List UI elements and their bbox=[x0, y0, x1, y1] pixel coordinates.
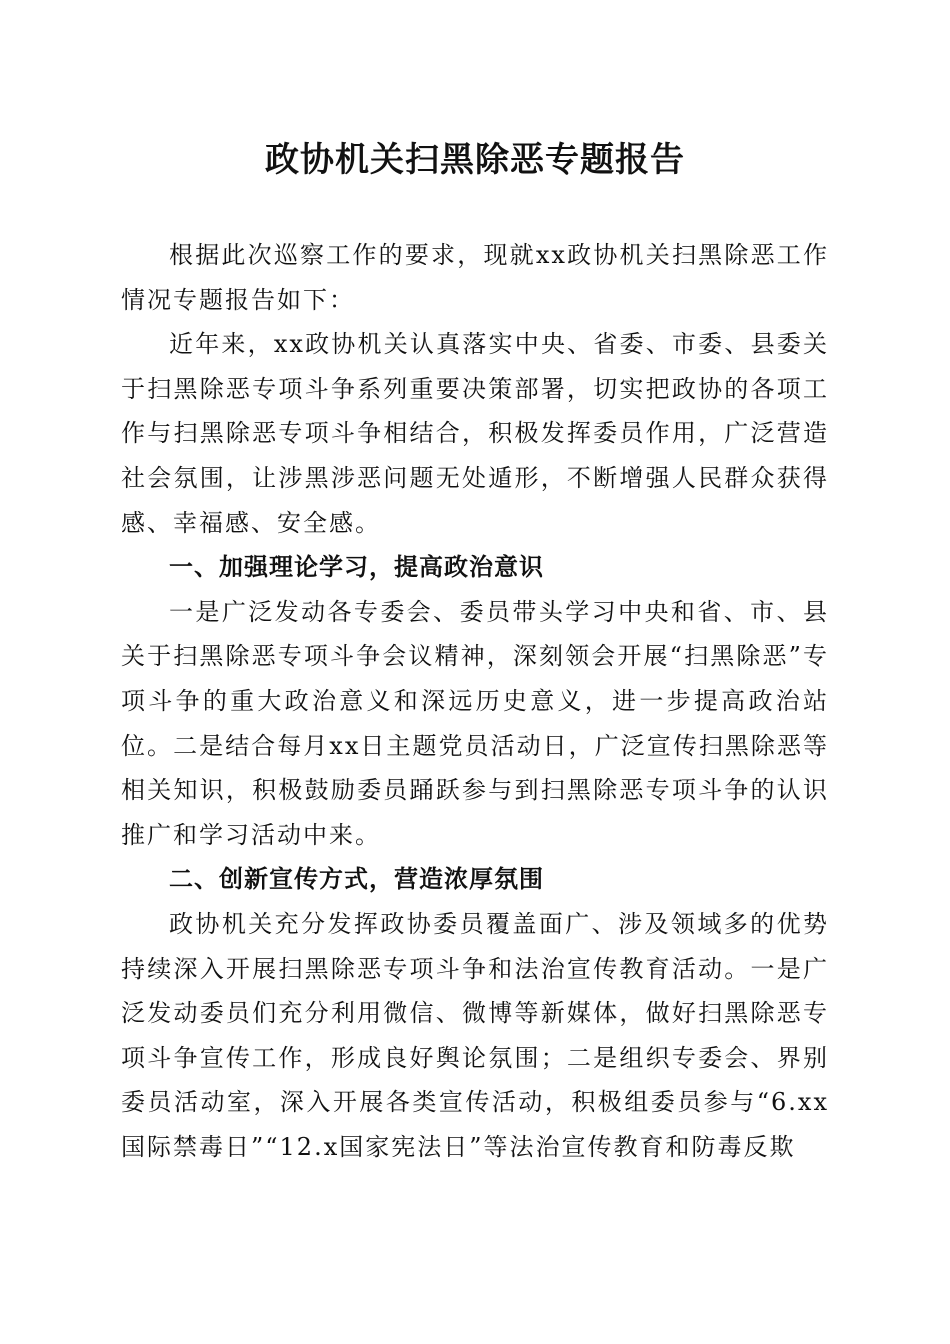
paragraph-section-1: 一是广泛发动各专委会、委员带头学习中央和省、市、县关于扫黑除恶专项斗争会议精神，深刻领会开展“扫黑除恶”专项斗争的重大政治意义和深远历史意义，进一步提高政治站位。二是结合每月xx日主题党员活动日，广泛宣传扫黑除恶等相关知识，积极鼓励委员踊跃参与到扫黑除恶专项斗争的认识推广和学习活动中来。 bbox=[121, 597, 829, 849]
paragraph-intro: 根据此次巡察工作的要求，现就xx政协机关扫黑除恶工作情况专题报告如下： bbox=[121, 241, 829, 314]
paragraph-section-2: 政协机关充分发挥政协委员覆盖面广、涉及领域多的优势持续深入开展扫黑除恶专项斗争和法治宣传教育活动。一是广泛发动委员们充分利用微信、微博等新媒体，做好扫黑除恶专项斗争宣传工作，形成良好舆论氛围；二是组织专委会、界别委员活动室，深入开展各类宣传活动，积极组委员参与“6.xx国际禁毒日”“12.x国家宪法日”等法治宣传教育和防毒反欺 bbox=[121, 909, 829, 1161]
section-heading-2: 二、创新宣传方式，营造浓厚氛围 bbox=[169, 865, 544, 894]
document-body bbox=[121, 233, 829, 1169]
document-title: 政协机关扫黑除恶专题报告 bbox=[265, 140, 685, 180]
section-heading-1: 一、加强理论学习，提高政治意识 bbox=[169, 553, 544, 582]
paragraph-overview: 近年来，xx政协机关认真落实中央、省委、市委、县委关于扫黑除恶专项斗争系列重要决策部署，切实把政协的各项工作与扫黑除恶专项斗争相结合，积极发挥委员作用，广泛营造社会氛围，让涉黑涉恶问题无处遁形，不断增强人民群众获得感、幸福感、安全感。 bbox=[121, 330, 829, 537]
